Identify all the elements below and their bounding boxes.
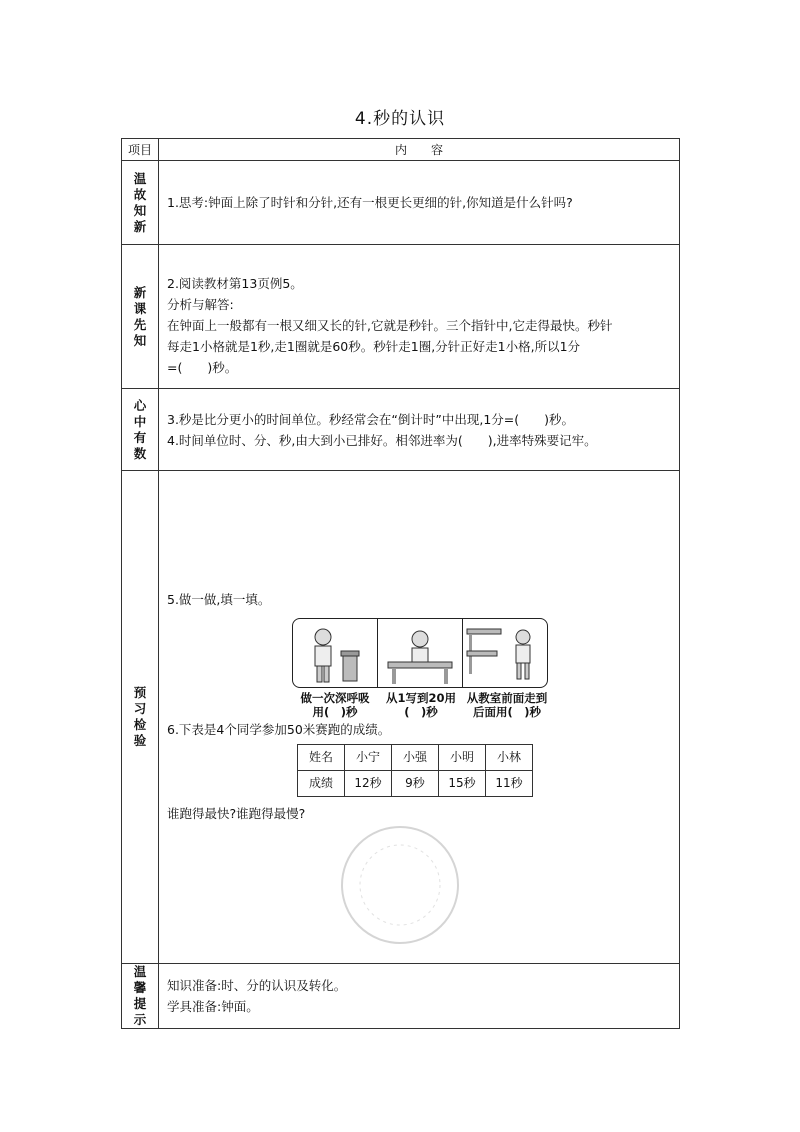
label-xinzhong: 心中有数 bbox=[133, 397, 147, 461]
cell-score: 9秒 bbox=[392, 771, 439, 797]
table-row bbox=[298, 745, 533, 771]
cell-name-header: 姓名 bbox=[298, 745, 345, 771]
question-2: 2.阅读教材第13页例5。 bbox=[167, 276, 303, 291]
question-5: 5.做一做,填一填。 bbox=[167, 592, 271, 607]
row-wengu bbox=[122, 161, 680, 245]
question-fastest-slowest: 谁跑得最快?谁跑得最慢? bbox=[167, 806, 306, 821]
header-content: 内 容 bbox=[159, 139, 680, 161]
question-3: 3.秒是比分更小的时间单位。秒经常会在“倒计时”中出现,1分=( )秒。 bbox=[167, 411, 575, 427]
row-xinzhong bbox=[122, 389, 680, 471]
table-row bbox=[298, 771, 533, 797]
analysis-line-2: 每走1小格就是1秒,走1圈就是60秒。秒针走1圈,分针正好走1小格,所以1分 bbox=[167, 339, 581, 354]
cell-score-header: 成绩 bbox=[298, 771, 345, 797]
picture-writing bbox=[378, 619, 463, 687]
cell-name: 小明 bbox=[439, 745, 486, 771]
tip-tools: 学具准备:钟面。 bbox=[167, 999, 259, 1014]
analysis-line-1: 在钟面上一般都有一根又细又长的针,它就是秒针。三个指针中,它走得最快。秒针 bbox=[167, 318, 613, 333]
picture-walking bbox=[463, 619, 547, 687]
label-tishi: 温馨提示 bbox=[133, 964, 147, 1027]
label-yuxi: 预习检验 bbox=[133, 685, 147, 748]
caption-writing: 从1写到20用 ( )秒 bbox=[385, 691, 456, 719]
cell-name: 小林 bbox=[486, 745, 533, 771]
header-project: 项目 bbox=[122, 139, 159, 161]
label-xinke: 新课先知 bbox=[133, 284, 147, 348]
analysis-heading: 分析与解答: bbox=[167, 297, 234, 312]
cell-name: 小宁 bbox=[345, 745, 392, 771]
picture-captions bbox=[292, 691, 550, 719]
question-6: 6.下表是4个同学参加50米赛跑的成绩。 bbox=[167, 722, 391, 737]
question-4: 4.时间单位时、分、秒,由大到小已排好。相邻进率为( ),进率特殊要记牢。 bbox=[167, 432, 597, 448]
picture-breathing bbox=[293, 619, 378, 687]
page-title: 4.秒的认识 bbox=[354, 109, 446, 129]
row-yuxi bbox=[122, 471, 680, 964]
cell-score: 15秒 bbox=[439, 771, 486, 797]
label-wengu: 温故知新 bbox=[133, 170, 147, 234]
activity-pictures bbox=[292, 618, 548, 688]
caption-breathing: 做一次深呼吸 用( )秒 bbox=[300, 691, 370, 719]
worksheet-table bbox=[121, 138, 680, 1029]
row-tishi bbox=[122, 964, 680, 1029]
cell-score: 12秒 bbox=[345, 771, 392, 797]
row-xinke bbox=[122, 245, 680, 389]
header-row bbox=[122, 139, 680, 161]
cell-score: 11秒 bbox=[486, 771, 533, 797]
question-1: 1.思考:钟面上除了时针和分针,还有一根更长更细的针,你知道是什么针吗? bbox=[167, 195, 573, 210]
analysis-line-3: =( )秒。 bbox=[167, 360, 238, 375]
caption-walking: 从教室前面走到 后面用( )秒 bbox=[466, 691, 548, 719]
race-results-table bbox=[297, 744, 533, 797]
tip-knowledge: 知识准备:时、分的认识及转化。 bbox=[167, 978, 347, 993]
cell-name: 小强 bbox=[392, 745, 439, 771]
